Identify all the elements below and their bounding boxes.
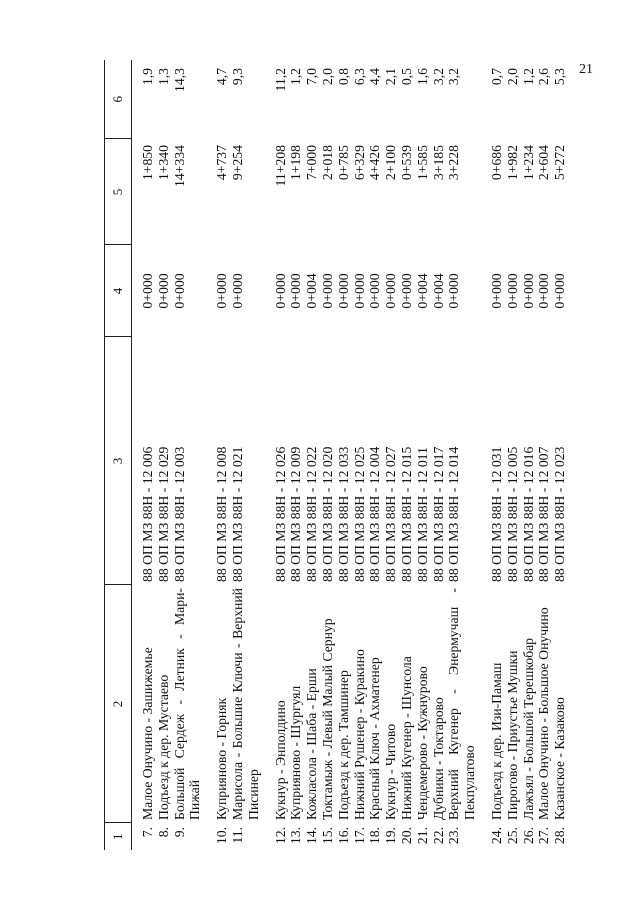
row-number: 8. (155, 827, 171, 838)
start-km: 0+000 (367, 273, 383, 309)
table-row (521, 60, 537, 850)
empty-cell (187, 337, 203, 585)
road-code: 88 ОП МЗ 88Н - 12 026 (272, 446, 288, 582)
table-row-continuation (187, 60, 203, 850)
end-km: 1+850 (140, 145, 155, 181)
row-number: 20. (398, 827, 414, 845)
empty-cell (246, 60, 262, 139)
row-number-empty (246, 823, 262, 850)
row-number: 15. (319, 827, 335, 845)
road-name: Дубники - Токтарово (430, 697, 446, 820)
table-row (140, 60, 156, 850)
empty-cell (246, 245, 262, 337)
table-row (320, 60, 336, 850)
length-km: 7,0 (304, 68, 320, 86)
road-code: 88 ОП МЗ 88Н - 12 016 (520, 446, 536, 582)
road-name: Верхний Кугенер - Энермучаш - (446, 588, 462, 820)
road-code: 88 ОП МЗ 88Н - 12 022 (304, 446, 320, 582)
end-km: 1+340 (155, 145, 171, 181)
road-name: Кожласола - Шаба - Ерши (304, 668, 320, 820)
length-km: 9,3 (229, 68, 245, 86)
road-code: 88 ОП МЗ 88Н - 12 014 (446, 446, 462, 582)
end-km: 1+585 (414, 145, 430, 181)
road-code: 88 ОП МЗ 88Н - 12 007 (536, 446, 552, 582)
road-name: Малое Онучино - Большое Онучино (536, 607, 552, 820)
row-number: 28. (552, 827, 568, 845)
road-name-continuation: Писинер (245, 769, 261, 820)
row-number-empty (187, 823, 203, 850)
road-name: Подъезд к дер. Изи-Памаш (488, 662, 504, 820)
row-number: 9. (171, 827, 187, 838)
start-km: 0+000 (552, 273, 568, 309)
start-km: 0+004 (430, 273, 446, 309)
table-row (172, 60, 188, 850)
start-km: 0+000 (319, 273, 335, 309)
road-name: Кукнур - Энполдино (272, 700, 288, 820)
end-km: 2+604 (536, 145, 552, 181)
table-row (431, 60, 447, 850)
end-km: 0+539 (398, 145, 414, 181)
end-km: 1+982 (504, 145, 520, 181)
empty-cell (246, 337, 262, 585)
start-km: 0+000 (171, 273, 187, 309)
row-number: 12. (272, 827, 288, 845)
length-km: 4,4 (367, 68, 383, 86)
end-km: 3+185 (430, 145, 446, 181)
table-row (214, 60, 230, 850)
row-number: 16. (335, 827, 351, 845)
row-number: 21. (414, 827, 430, 845)
column-header-4: 4 (105, 245, 132, 337)
length-km: 1,6 (414, 68, 430, 86)
road-code: 88 ОП МЗ 88Н - 12 004 (367, 446, 383, 582)
row-number: 26. (520, 827, 536, 845)
road-code: 88 ОП МЗ 88Н - 12 017 (430, 446, 446, 582)
row-number: 14. (304, 827, 320, 845)
road-name: Нижний Рушенер - Куракино (351, 649, 367, 820)
road-name: Чендемерово - Кужнурово (414, 666, 430, 820)
table-row (552, 60, 568, 850)
road-code: 88 ОП МЗ 88Н - 12 029 (155, 446, 171, 582)
row-number-empty (462, 823, 478, 850)
start-km: 0+000 (140, 273, 155, 309)
row-number: 22. (430, 827, 446, 845)
row-number: 13. (288, 827, 304, 845)
start-km: 0+004 (304, 273, 320, 309)
spacer-cell (203, 60, 214, 850)
road-code: 88 ОП МЗ 88Н - 12 011 (414, 447, 430, 582)
table-row-continuation (462, 60, 478, 850)
length-km: 4,7 (214, 68, 230, 86)
empty-cell (462, 337, 478, 585)
road-name: Малое Онучино - Зашижемье (140, 647, 155, 820)
length-km: 1,3 (155, 68, 171, 86)
road-name: Подъезд к дер. Мустаево (155, 674, 171, 820)
length-km: 5,3 (552, 68, 568, 86)
length-km: 0,8 (335, 68, 351, 86)
end-km: 4+426 (367, 145, 383, 181)
column-header-5: 5 (105, 139, 132, 245)
length-km: 3,2 (446, 68, 462, 86)
page-number: 21 (579, 62, 593, 77)
road-name: Кукнур - Читово (383, 723, 399, 820)
row-number: 24. (488, 827, 504, 845)
end-km: 6+329 (351, 145, 367, 181)
table-row (230, 60, 246, 850)
column-header-6: 6 (105, 60, 132, 139)
end-km: 1+198 (288, 145, 304, 181)
road-name: Лажъял - Большой Терешкобар (520, 637, 536, 820)
length-km: 0,5 (398, 68, 414, 86)
end-km: 9+254 (229, 145, 245, 181)
end-km: 1+234 (520, 145, 536, 181)
road-name: Большой Сердеж - Летник - Мари- (171, 588, 187, 820)
end-km: 2+018 (319, 145, 335, 181)
roads-table-rotated (104, 60, 570, 850)
road-code: 88 ОП МЗ 88Н - 12 006 (140, 446, 155, 582)
end-km: 7+000 (304, 145, 320, 181)
spacer-row (132, 60, 141, 850)
table-row (489, 60, 505, 850)
start-km: 0+000 (398, 273, 414, 309)
row-number: 7. (140, 827, 155, 838)
table-row-continuation (246, 60, 262, 850)
spacer-cell (132, 60, 141, 850)
road-code: 88 ОП МЗ 88Н - 12 021 (229, 446, 245, 582)
end-km: 4+737 (214, 145, 230, 181)
end-km: 3+228 (446, 145, 462, 181)
start-km: 0+000 (155, 273, 171, 309)
start-km: 0+000 (504, 273, 520, 309)
row-number: 11. (229, 827, 245, 844)
length-km: 2,0 (504, 68, 520, 86)
empty-cell (187, 139, 203, 245)
end-km: 0+686 (488, 145, 504, 181)
length-km: 11,2 (272, 68, 288, 92)
start-km: 0+000 (335, 273, 351, 309)
start-km: 0+000 (229, 273, 245, 309)
table-row (399, 60, 415, 850)
start-km: 0+000 (272, 273, 288, 309)
start-km: 0+000 (214, 273, 230, 309)
start-km: 0+004 (414, 273, 430, 309)
row-number: 18. (367, 827, 383, 845)
table-row (415, 60, 431, 850)
roads-table (104, 60, 568, 850)
table-row (352, 60, 368, 850)
road-name: Подъезд к дер. Тамшинер (335, 670, 351, 820)
road-code: 88 ОП МЗ 88Н - 12 023 (552, 446, 568, 582)
empty-cell (462, 60, 478, 139)
table-row (273, 60, 289, 850)
end-km: 14+334 (171, 145, 187, 187)
road-code: 88 ОП МЗ 88Н - 12 015 (398, 446, 414, 582)
row-number: 19. (383, 827, 399, 845)
road-code: 88 ОП МЗ 88Н - 12 033 (335, 446, 351, 582)
table-row (304, 60, 320, 850)
empty-cell (246, 139, 262, 245)
empty-cell (462, 139, 478, 245)
length-km: 1,2 (288, 68, 304, 86)
table-row (367, 60, 383, 850)
length-km: 2,6 (536, 68, 552, 86)
table-row (536, 60, 552, 850)
row-number: 10. (214, 827, 230, 845)
length-km: 2,1 (383, 68, 399, 86)
table-row (336, 60, 352, 850)
table-body (132, 60, 568, 850)
length-km: 1,9 (140, 68, 155, 86)
road-name: Нижний Кугенер - Шунсола (398, 656, 414, 820)
road-code: 88 ОП МЗ 88Н - 12 005 (504, 446, 520, 582)
empty-cell (462, 245, 478, 337)
table-row (383, 60, 399, 850)
road-name: Токтамыж - Левый Малый Сернур (319, 618, 335, 820)
road-name-continuation: Пижай (187, 779, 203, 820)
length-km: 2,0 (319, 68, 335, 86)
row-number: 23. (446, 827, 462, 845)
road-code: 88 ОП МЗ 88Н - 12 025 (351, 446, 367, 582)
spacer-cell (478, 60, 489, 850)
start-km: 0+000 (351, 273, 367, 309)
empty-cell (187, 245, 203, 337)
length-km: 6,3 (351, 68, 367, 86)
road-name: Казанское - Казаково (552, 697, 568, 820)
column-header-2: 2 (105, 585, 132, 823)
road-code: 88 ОП МЗ 88Н - 12 008 (214, 446, 230, 582)
road-code: 88 ОП МЗ 88Н - 12 031 (488, 446, 504, 582)
end-km: 5+272 (552, 145, 568, 181)
road-name-continuation: Пекпулатово (462, 745, 478, 820)
start-km: 0+000 (488, 273, 504, 309)
row-number: 27. (536, 827, 552, 845)
end-km: 11+208 (272, 145, 288, 187)
table-row (446, 60, 462, 850)
start-km: 0+000 (520, 273, 536, 309)
spacer-row (262, 60, 273, 850)
spacer-row (478, 60, 489, 850)
column-header-1: 1 (105, 823, 132, 850)
road-code: 88 ОП МЗ 88Н - 12 003 (171, 446, 187, 582)
start-km: 0+000 (446, 273, 462, 309)
table-header (105, 60, 132, 850)
start-km: 0+000 (288, 273, 304, 309)
row-number: 25. (504, 827, 520, 845)
length-km: 3,2 (430, 68, 446, 86)
end-km: 2+100 (383, 145, 399, 181)
road-name: Красный Ключ - Ахматенер (367, 657, 383, 820)
road-code: 88 ОП МЗ 88Н - 12 009 (288, 446, 304, 582)
row-number: 17. (351, 827, 367, 845)
table-row (156, 60, 172, 850)
column-header-3: 3 (105, 337, 132, 585)
length-km: 14,3 (171, 68, 187, 92)
spacer-row (203, 60, 214, 850)
length-km: 1,2 (520, 68, 536, 86)
start-km: 0+000 (536, 273, 552, 309)
start-km: 0+000 (383, 273, 399, 309)
end-km: 0+785 (335, 145, 351, 181)
road-name: Пирогово - Приустье Мушки (504, 650, 520, 820)
table-row (505, 60, 521, 850)
empty-cell (187, 60, 203, 139)
road-name: Куприяново - Шургуял (288, 685, 304, 820)
road-code: 88 ОП МЗ 88Н - 12 027 (383, 446, 399, 582)
table-row (288, 60, 304, 850)
spacer-cell (262, 60, 273, 850)
road-name: Куприяново - Горняк (214, 697, 230, 820)
length-km: 0,7 (488, 68, 504, 86)
road-code: 88 ОП МЗ 88Н - 12 020 (319, 446, 335, 582)
road-name: Марисола - Большие Ключи - Верхний (229, 588, 245, 820)
